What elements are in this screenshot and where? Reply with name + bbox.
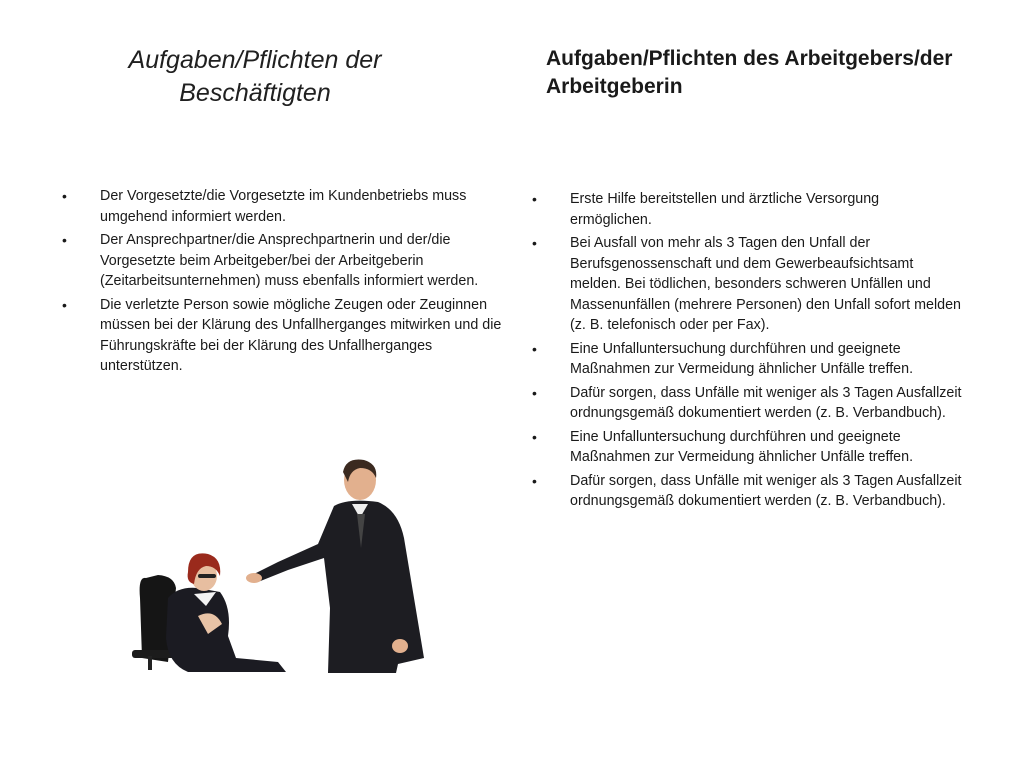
list-item-text: Der Vorgesetzte/die Vorgesetzte im Kundenbetriebs muss umgehend informiert werden. xyxy=(100,188,467,225)
bullet-icon: • xyxy=(532,191,537,207)
list-item-text: Bei Ausfall von mehr als 3 Tagen den Unfall der Berufsgenossenschaft und dem Gewerbeaufsichtsamt melden. Bei tödlichen, besonders schweren Unfällen und Massenunfällen (mehrere Personen) den Unfall sofort melden (z. B. telefonisch oder per Fax). xyxy=(570,235,961,333)
bullet-icon: • xyxy=(532,428,537,445)
list-item xyxy=(62,230,502,292)
list-item xyxy=(532,383,962,424)
manager-pointing-at-seated-employee-photo xyxy=(128,458,428,673)
bullet-icon: • xyxy=(532,235,537,251)
left-bullet-list xyxy=(62,186,502,380)
list-item xyxy=(62,186,502,227)
list-item-text: Dafür sorgen, dass Unfälle mit weniger als 3 Tagen Ausfallzeit ordnungsgemäß dokumentiert werden (z. B. Verbandbuch). xyxy=(570,472,962,509)
standing-man-icon xyxy=(246,460,424,674)
right-column-title: Aufgaben/Pflichten des Arbeitgebers/der Arbeitgeberin xyxy=(546,47,953,98)
list-item-text: Eine Unfalluntersuchung durchführen und geeignete Maßnahmen zur Vermeidung ähnlicher Unfälle treffen. xyxy=(570,340,914,377)
list-item xyxy=(532,427,962,468)
list-item-text: Die verletzte Person sowie mögliche Zeugen oder Zeuginnen müssen bei der Klärung des Unfallherganges mitwirken und die Führungskräfte bei der Klärung des Unfallherganges unterstützen. xyxy=(100,296,502,374)
list-item xyxy=(62,295,502,377)
list-item xyxy=(532,471,962,512)
bullet-icon: • xyxy=(532,340,537,357)
bullet-icon: • xyxy=(62,232,67,248)
list-item xyxy=(532,233,962,336)
bullet-icon: • xyxy=(62,188,67,204)
list-item-text: Dafür sorgen, dass Unfälle mit weniger als 3 Tagen Ausfallzeit ordnungsgemäß dokumentiert werden (z. B. Verbandbuch). xyxy=(570,384,962,421)
list-item-text: Eine Unfalluntersuchung durchführen und geeignete Maßnahmen zur Vermeidung ähnlicher Unfälle treffen. xyxy=(570,428,914,465)
right-bullet-list xyxy=(532,189,962,515)
list-item-text: Der Ansprechpartner/die Ansprechpartnerin und der/die Vorgesetzte beim Arbeitgeber/bei der Arbeitgeberin (Zeitarbeitsunternehmen) muss ebenfalls informiert werden. xyxy=(100,232,479,289)
list-item xyxy=(532,189,962,230)
bullet-icon: • xyxy=(62,296,67,313)
list-item xyxy=(532,339,962,380)
left-column-title: Aufgaben/Pflichten der Beschäftigten xyxy=(128,46,382,107)
bullet-icon: • xyxy=(532,384,537,401)
bullet-icon: • xyxy=(532,472,537,489)
list-item-text: Erste Hilfe bereitstellen und ärztliche Versorgung ermöglichen. xyxy=(570,191,880,228)
